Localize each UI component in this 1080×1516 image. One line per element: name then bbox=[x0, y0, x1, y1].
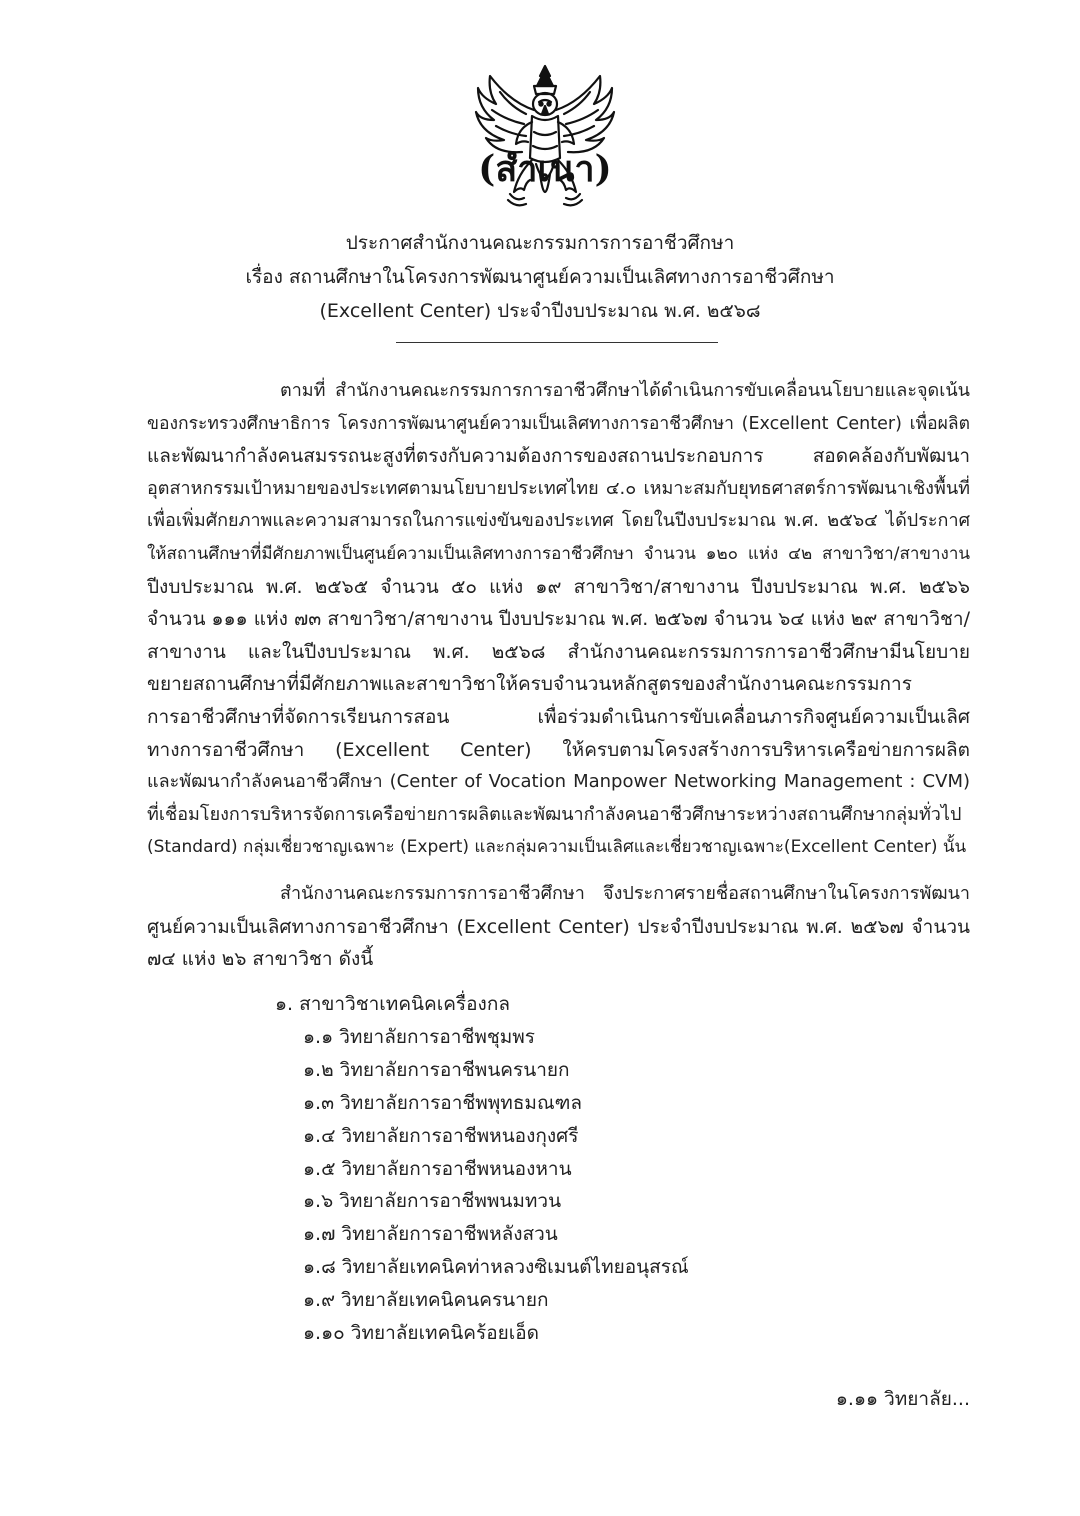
paragraph-line: ศูนย์ความเป็นเลิศทางการอาชีวศึกษา (Excellent Center) ประจำปีงบประมาณ พ.ศ. ๒๕๖๗ จำนวน bbox=[147, 915, 970, 938]
list-item: ๑.๑๐ วิทยาลัยเทคนิคร้อยเอ็ด bbox=[303, 1322, 539, 1345]
announcement-subject-cont: (Excellent Center) ประจำปีงบประมาณ พ.ศ. ๒๕๖๘ bbox=[319, 300, 761, 322]
copy-stamp-label: (สำเนา) bbox=[478, 148, 612, 190]
paragraph-line: อุตสาหกรรมเป้าหมายของประเทศตามนโยบายประเทศไทย ๔.๐ เหมาะสมกับยุทธศาสตร์การพัฒนาเชิงพื้นที่ bbox=[147, 477, 970, 499]
list-item: ๑.๖ วิทยาลัยการอาชีพพนมทวน bbox=[303, 1190, 562, 1213]
list-item: ๑.๓ วิทยาลัยการอาชีพพุทธมณฑล bbox=[303, 1091, 582, 1114]
list-item: ๑.๙ วิทยาลัยเทคนิคนครนายก bbox=[303, 1289, 549, 1312]
announcement-title: ประกาศสำนักงานคณะกรรมการการอาชีวศึกษา bbox=[345, 232, 735, 254]
list-item: ๑.๑ วิทยาลัยการอาชีพชุมพร bbox=[303, 1025, 535, 1048]
list-heading: ๑. สาขาวิชาเทคนิคเครื่องกล bbox=[275, 993, 510, 1015]
paragraph-line: และพัฒนากำลังคนสมรรถนะสูงที่ตรงกับความต้องการของสถานประกอบการ สอดคล้องกับพัฒนา bbox=[147, 445, 970, 468]
header-divider bbox=[396, 342, 718, 343]
next-page-marker: ๑.๑๑ วิทยาลัย... bbox=[835, 1388, 970, 1410]
list-item: ๑.๒ วิทยาลัยการอาชีพนครนายก bbox=[303, 1058, 570, 1081]
paragraph-line: ของกระทรวงศึกษาธิการ โครงการพัฒนาศูนย์ความเป็นเลิศทางการอาชีวศึกษา (Excellent Center) เพื่อผลิต bbox=[147, 413, 970, 434]
paragraph-line: สาขางาน และในปีงบประมาณ พ.ศ. ๒๕๖๘ สำนักงานคณะกรรมการการอาชีวศึกษามีนโยบาย bbox=[147, 640, 970, 663]
paragraph-line: ตามที่ สำนักงานคณะกรรมการการอาชีวศึกษาได้ดำเนินการขับเคลื่อนนโยบายและจุดเน้น bbox=[280, 380, 970, 401]
paragraph-line: เพื่อเพิ่มศักยภาพและความสามารถในการแข่งขันของประเทศ โดยในปีงบประมาณ พ.ศ. ๒๕๖๔ ได้ประกาศ bbox=[147, 510, 970, 532]
paragraph-1 bbox=[147, 375, 970, 864]
paragraph-line: จำนวน ๑๑๑ แห่ง ๗๓ สาขาวิชา/สาขางาน ปีงบประมาณ พ.ศ. ๒๕๖๗ จำนวน ๖๔ แห่ง ๒๙ สาขาวิชา/ bbox=[147, 608, 970, 631]
paragraph-line: ปีงบประมาณ พ.ศ. ๒๕๖๕ จำนวน ๕๐ แห่ง ๑๙ สาขาวิชา/สาขางาน ปีงบประมาณ พ.ศ. ๒๕๖๖ bbox=[147, 575, 970, 598]
paragraph-line: และพัฒนากำลังคนอาชีวศึกษา (Center of Vocation Manpower Networking Management : CVM) bbox=[147, 771, 970, 793]
paragraph-line: (Standard) กลุ่มเชี่ยวชาญเฉพาะ (Expert) และกลุ่มความเป็นเลิศและเชี่ยวชาญเฉพาะ(Excellent Center) นั้น bbox=[147, 837, 967, 858]
list-item: ๑.๔ วิทยาลัยการอาชีพหนองกุงศรี bbox=[303, 1124, 579, 1147]
announcement-header bbox=[0, 226, 1080, 328]
college-list bbox=[275, 988, 689, 1350]
paragraph-line: ทางการอาชีวศึกษา (Excellent Center) ให้ครบตามโครงสร้างการบริหารเครือข่ายการผลิต bbox=[147, 738, 970, 761]
list-item: ๑.๘ วิทยาลัยเทคนิคท่าหลวงซิเมนต์ไทยอนุสรณ์ bbox=[303, 1256, 689, 1279]
paragraph-line: ที่เชื่อมโยงการบริหารจัดการเครือข่ายการผลิตและพัฒนากำลังคนอาชีวศึกษาระหว่างสถานศึกษากลุ่มทั่วไป bbox=[147, 803, 962, 825]
paragraph-line: การอาชีวศึกษาที่จัดการเรียนการสอน เพื่อร่วมดำเนินการขับเคลื่อนภารกิจศูนย์ความเป็นเลิศ bbox=[147, 705, 970, 728]
list-item: ๑.๕ วิทยาลัยการอาชีพหนองหาน bbox=[303, 1157, 572, 1180]
paragraph-2 bbox=[147, 878, 970, 976]
paragraph-line: ให้สถานศึกษาที่มีศักยภาพเป็นศูนย์ความเป็นเลิศทางการอาชีวศึกษา จำนวน ๑๒๐ แห่ง ๔๒ สาขาวิชา/สาขางาน bbox=[147, 543, 970, 564]
announcement-subject: เรื่อง สถานศึกษาในโครงการพัฒนาศูนย์ความเป็นเลิศทางการอาชีวศึกษา bbox=[245, 266, 835, 288]
paragraph-line: สำนักงานคณะกรรมการการอาชีวศึกษา จึงประกาศรายชื่อสถานศึกษาในโครงการพัฒนา bbox=[280, 883, 970, 904]
list-item: ๑.๗ วิทยาลัยการอาชีพหลังสวน bbox=[303, 1223, 558, 1246]
paragraph-line: ขยายสถานศึกษาที่มีศักยภาพและสาขาวิชาให้ครบจำนวนหลักสูตรของสำนักงานคณะกรรมการ bbox=[147, 673, 912, 696]
paragraph-line: ๗๔ แห่ง ๒๖ สาขาวิชา ดังนี้ bbox=[147, 948, 374, 971]
